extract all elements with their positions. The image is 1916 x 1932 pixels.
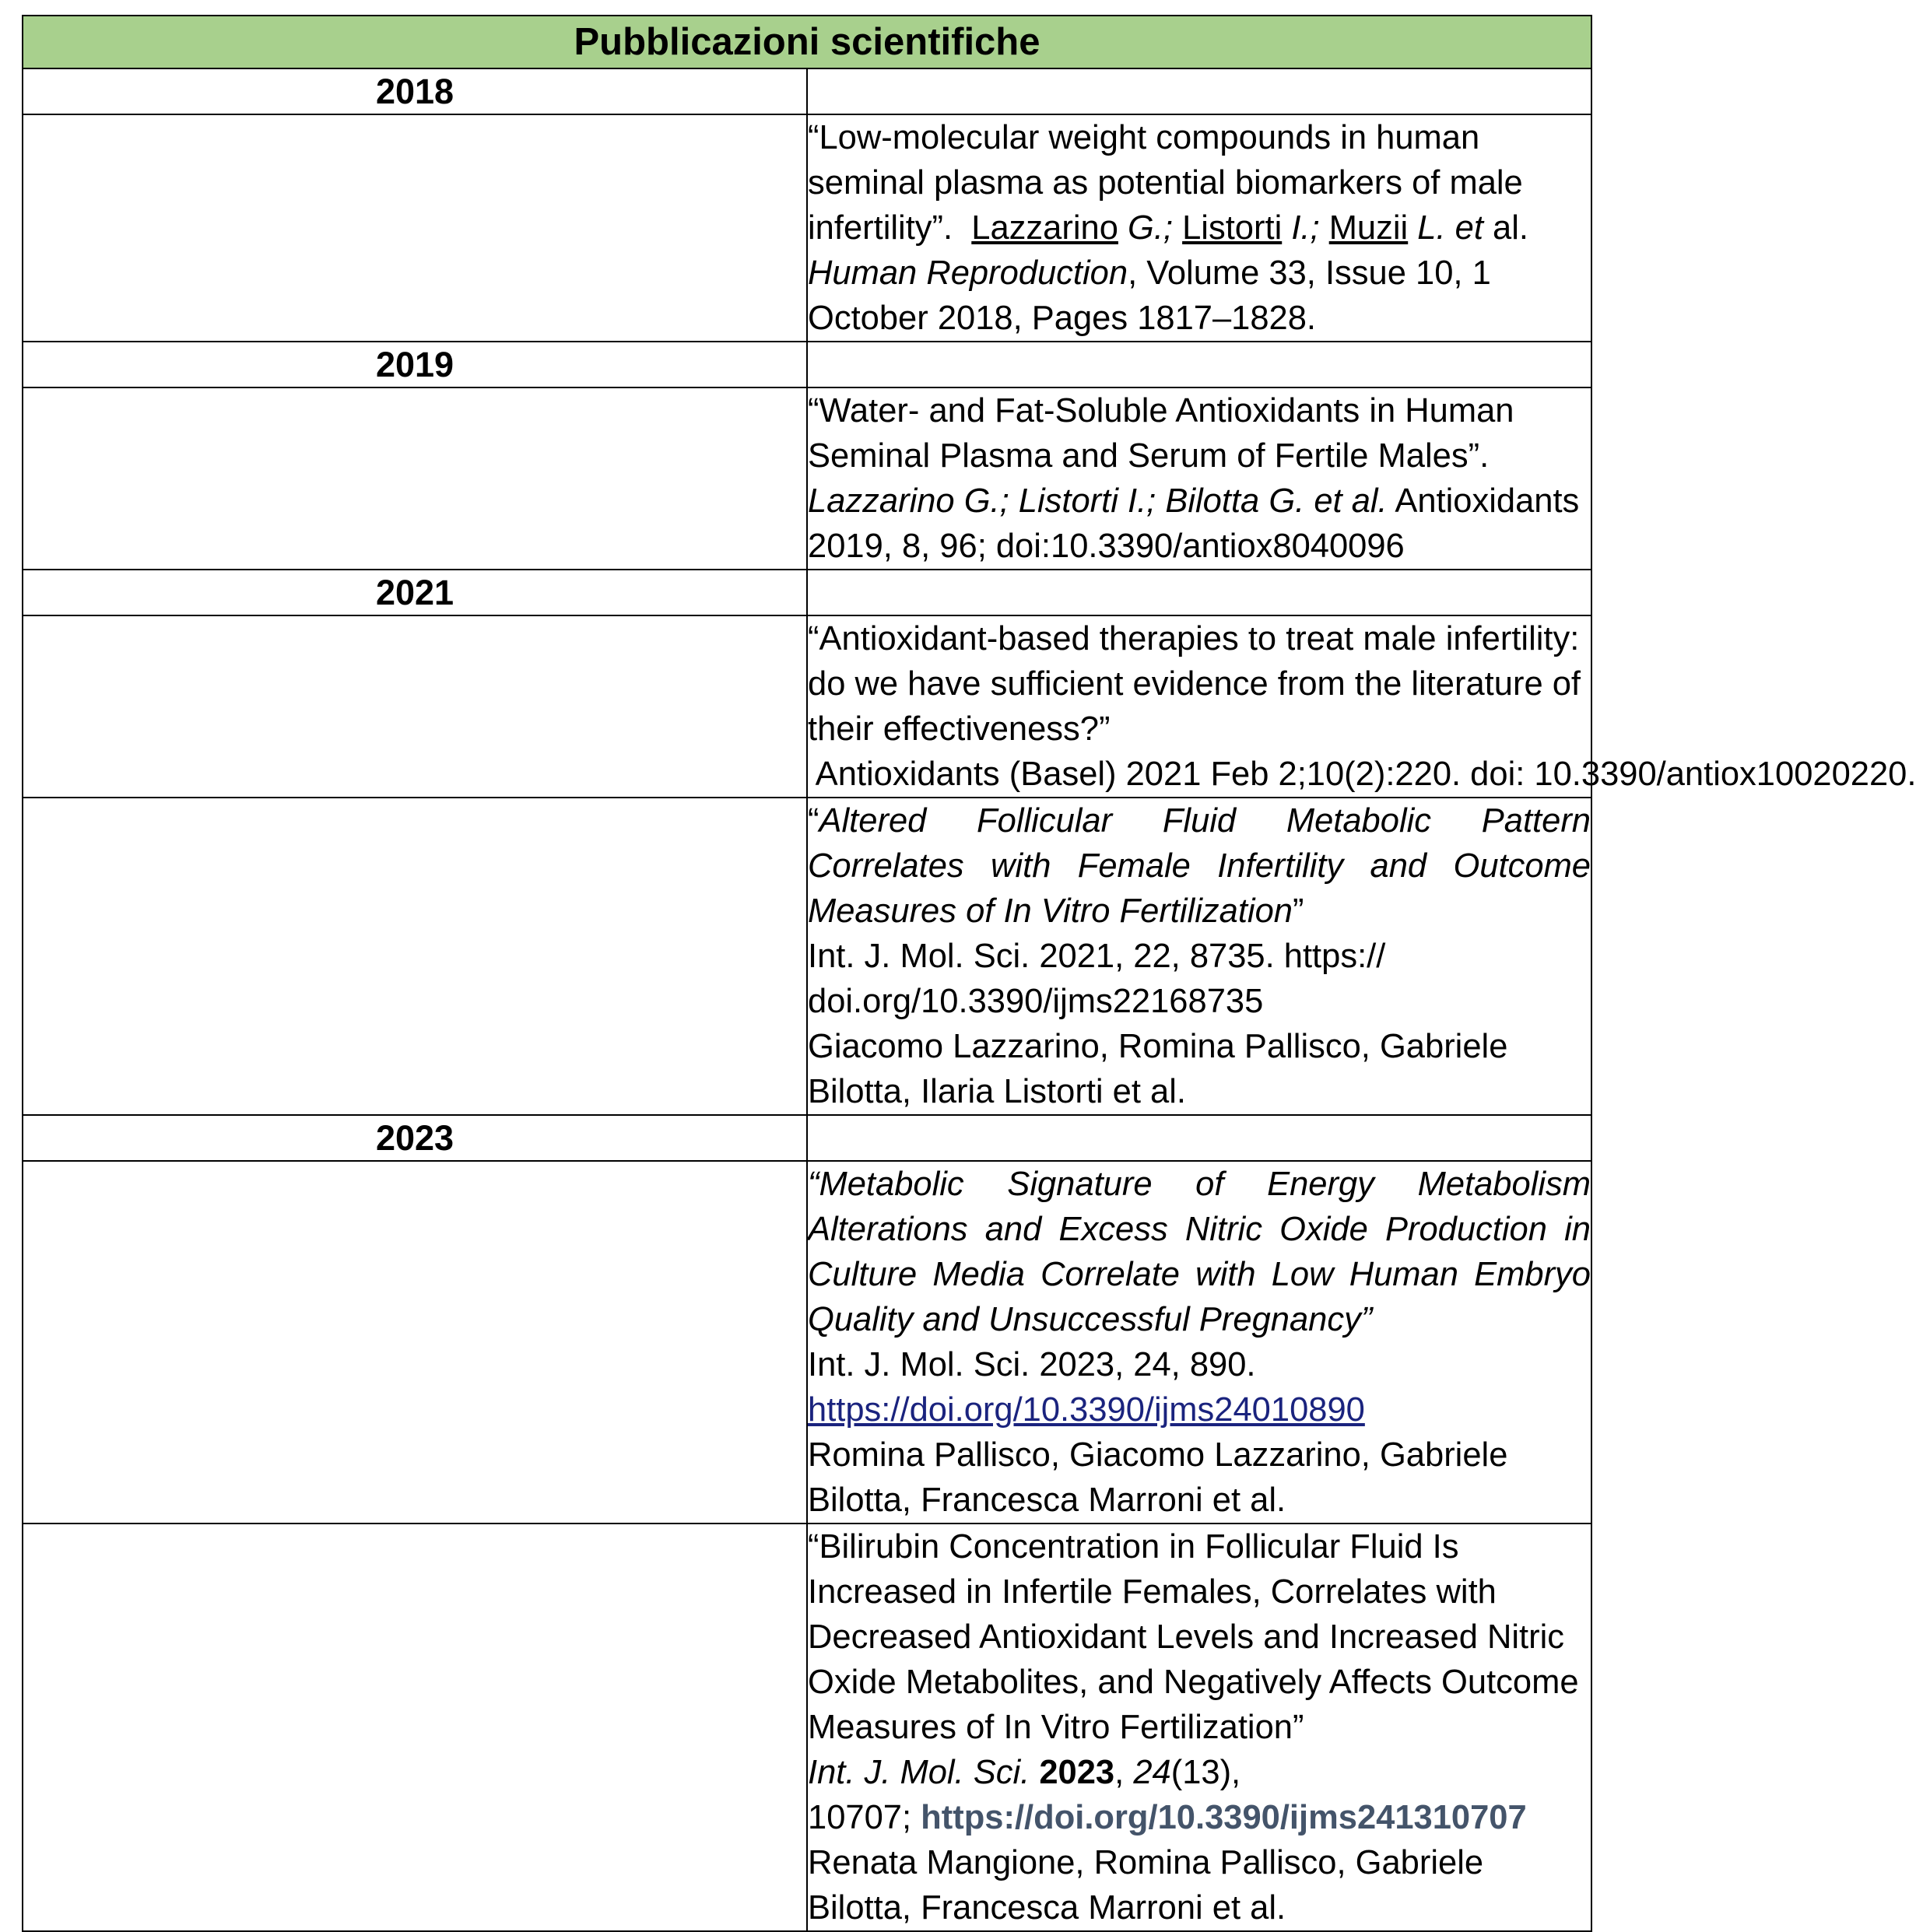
year-row-2023: [23, 1115, 1591, 1161]
year-spacer: [807, 1115, 1591, 1161]
year-label: 2019: [23, 342, 807, 387]
author-surname: Lazzarino: [971, 209, 1118, 247]
year-label: 2021: [23, 570, 807, 615]
publication-entry-2: [807, 387, 1591, 570]
pub-title: “Antioxidant-based therapies to treat male infertility: do we have sufficient evidence from the literature of their effectiveness?”: [808, 620, 1581, 748]
blank-cell: [23, 114, 807, 342]
year-row-2021: [23, 570, 1591, 615]
publication-row: [23, 1161, 1591, 1524]
publication-entry-5: [807, 1161, 1591, 1524]
pages: 10707;: [808, 1799, 912, 1836]
blank-cell: [23, 1161, 807, 1524]
pub-authors: Renata Mangione, Romina Pallisco, Gabriele Bilotta, Francesca Marroni et al.: [808, 1844, 1484, 1927]
citation-line: [808, 1750, 1591, 1795]
author-initials: I.;: [1291, 209, 1320, 247]
year-spacer: [807, 68, 1591, 114]
year-label: 2023: [23, 1115, 807, 1161]
publication-entry-1: [807, 114, 1591, 342]
author-surname: Muzii: [1328, 209, 1409, 247]
publication-row: [23, 1524, 1591, 1931]
year-label: 2018: [23, 68, 807, 114]
year-spacer: [807, 342, 1591, 387]
blank-cell: [23, 1524, 807, 1931]
citation-details: Int. J. Mol. Sci. 2023, 24, 890.: [808, 1346, 1256, 1383]
citation-details: Antioxidants (Basel) 2021 Feb 2;10(2):220. doi: 10.3390/antiox10020220.: [808, 756, 1916, 793]
et-al: al.: [1493, 209, 1528, 247]
pub-title: Altered Follicular Fluid Metabolic Pattern Correlates with Female Infertility and Outcome Measures of In Vitro Fertilization: [808, 802, 1591, 930]
table-title: Pubblicazioni scientifiche: [23, 16, 1591, 68]
blank-cell: [23, 798, 807, 1115]
issue: (13),: [1170, 1754, 1241, 1791]
pub-authors: Giacomo Lazzarino, Romina Pallisco, Gabriele Bilotta, Ilaria Listorti et al.: [808, 1028, 1508, 1110]
publication-entry-4: [807, 798, 1591, 1115]
citation-details: , Volume 33, Issue 10, 1 October 2018, Pages 1817–1828.: [808, 254, 1491, 337]
blank-cell: [23, 615, 807, 798]
blank-cell: [23, 387, 807, 570]
author-surname: Listorti: [1182, 209, 1283, 247]
pub-title: “Low-molecular weight compounds in human seminal plasma as potential biomarkers of male infertility”.: [808, 119, 1523, 247]
publication-row: [23, 615, 1591, 798]
citation-details: Antioxidants 2019, 8, 96; doi:10.3390/antiox8040096: [808, 482, 1580, 565]
publication-entry-3: [807, 615, 1916, 798]
pub-authors: Lazzarino G.; Listorti I.; Bilotta G. et al.: [808, 482, 1388, 520]
pub-year: 2023: [1039, 1754, 1115, 1791]
journal-name: Int. J. Mol. Sci.: [808, 1754, 1030, 1791]
pub-title-block: [808, 798, 1591, 934]
year-row-2018: [23, 68, 1591, 114]
doi-link[interactable]: https://doi.org/10.3390/ijms24010890: [808, 1391, 1365, 1429]
separator: ,: [1114, 1754, 1125, 1791]
pub-title: “Water- and Fat-Soluble Antioxidants in Human Seminal Plasma and Serum of Fertile Males”.: [808, 392, 1514, 475]
publication-row: [23, 798, 1591, 1115]
close-quote: ”: [1292, 892, 1304, 930]
year-row-2019: [23, 342, 1591, 387]
year-spacer: [807, 570, 1591, 615]
publication-row: [23, 114, 1591, 342]
pub-authors: Romina Pallisco, Giacomo Lazzarino, Gabriele Bilotta, Francesca Marroni et al.: [808, 1436, 1508, 1519]
doi-line: [808, 1795, 1591, 1840]
author-initials: L. et: [1417, 209, 1483, 247]
author-initials: G.;: [1128, 209, 1174, 247]
publication-row: [23, 387, 1591, 570]
publications-table: [22, 15, 1916, 1932]
open-quote: “: [808, 802, 819, 840]
volume: 24: [1133, 1754, 1171, 1791]
citation-details: Int. J. Mol. Sci. 2021, 22, 8735. https:// doi.org/10.3390/ijms22168735: [808, 938, 1386, 1020]
doi-link[interactable]: https://doi.org/10.3390/ijms241310707: [921, 1799, 1527, 1836]
pub-title: “Bilirubin Concentration in Follicular Fluid Is Increased in Infertile Females, Correlates with Decreased Antioxidant Levels and Increased Nitric Oxide Metabolites, and Negatively Affects Outcome Measures of In Vitro Fertilization”: [808, 1528, 1579, 1746]
pub-title: “Metabolic Signature of Energy Metabolism Alterations and Excess Nitric Oxide Production in Culture Media Correlate with Low Human Embryo Quality and Unsuccessful Pregnancy”: [808, 1166, 1591, 1338]
publication-entry-6: [807, 1524, 1591, 1931]
citation-line: [808, 1342, 1591, 1432]
journal-name: Human Reproduction: [808, 254, 1128, 292]
